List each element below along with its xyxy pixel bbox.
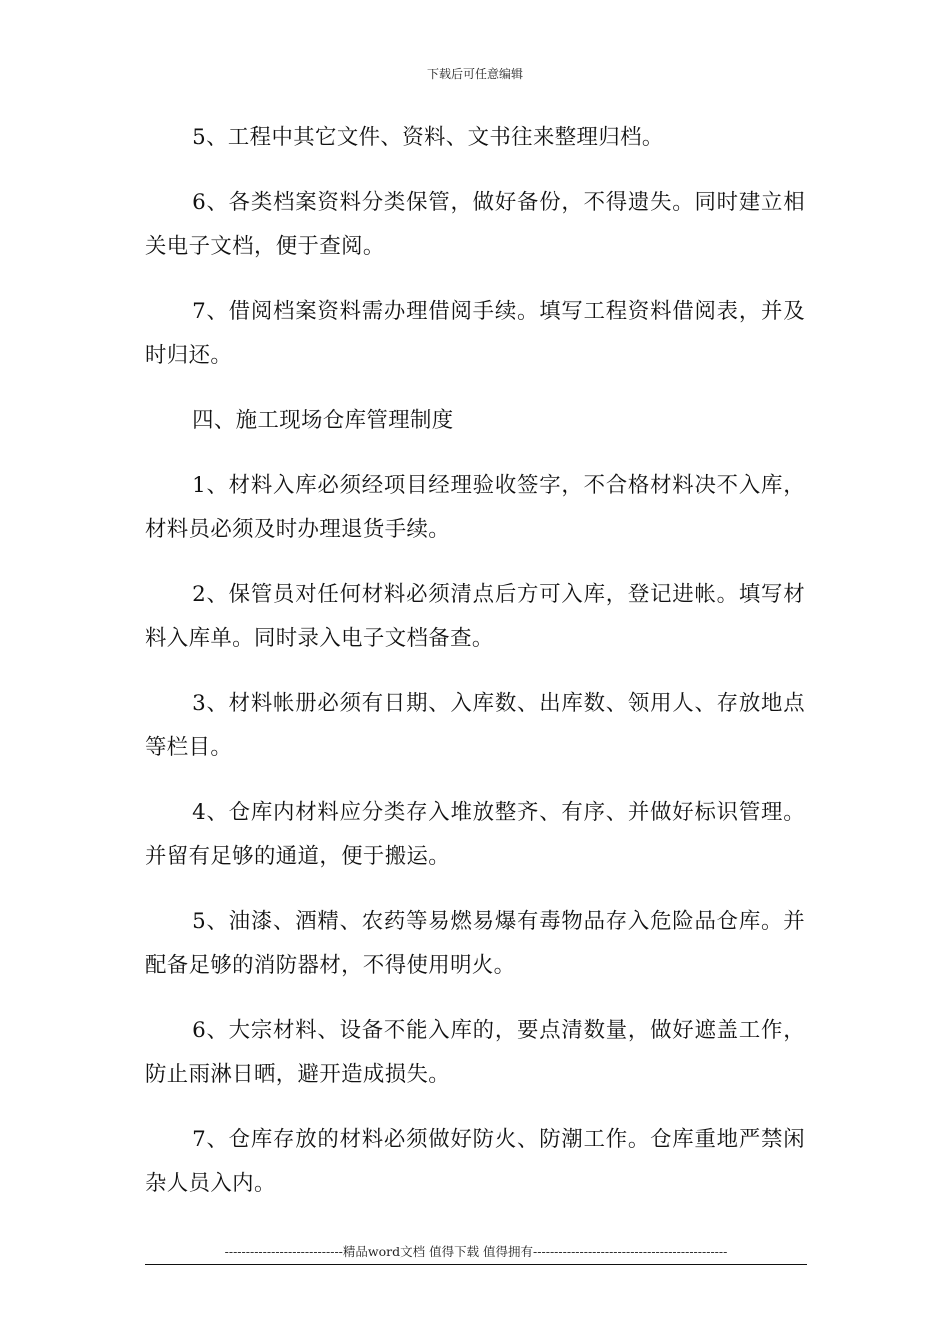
paragraph-warehouse-7: 7、仓库存放的材料必须做好防火、防潮工作。仓库重地严禁闲杂人员入内。: [145, 1127, 805, 1196]
paragraph-warehouse-1: 1、材料入库必须经项目经理验收签字，不合格材料决不入库，材料员必须及时办理退货手续。: [145, 473, 805, 542]
paragraph-warehouse-6: 6、大宗材料、设备不能入库的，要点清数量，做好遮盖工作，防止雨淋日晒，避开造成损失。: [145, 1018, 805, 1087]
page-header: 下载后可任意编辑: [426, 67, 523, 81]
paragraph-warehouse-3: 3、材料帐册必须有日期、入库数、出库数、领用人、存放地点等栏目。: [145, 691, 805, 760]
section-heading-warehouse: 四、施工现场仓库管理制度: [192, 408, 454, 433]
document-body: [145, 116, 805, 1227]
paragraph-archive-6: 6、各类档案资料分类保管，做好备份，不得遗失。同时建立相关电子文档，便于查阅。: [145, 190, 805, 259]
paragraph-archive-7: 7、借阅档案资料需办理借阅手续。填写工程资料借阅表，并及时归还。: [145, 299, 805, 368]
paragraph-warehouse-2: 2、保管员对任何材料必须清点后方可入库，登记进帐。填写材料入库单。同时录入电子文档备查。: [145, 582, 805, 651]
paragraph-archive-5: 5、工程中其它文件、资料、文书往来整理归档。: [192, 125, 664, 150]
page-footer: ----------------------------精品word文档 值得下载 值得拥有----------------------------------------------: [145, 1244, 807, 1265]
paragraph-warehouse-4: 4、仓库内材料应分类存入堆放整齐、有序、并做好标识管理。并留有足够的通道，便于搬运。: [145, 800, 805, 869]
paragraph-warehouse-5: 5、油漆、酒精、农药等易燃易爆有毒物品存入危险品仓库。并配备足够的消防器材，不得使用明火。: [145, 909, 805, 978]
